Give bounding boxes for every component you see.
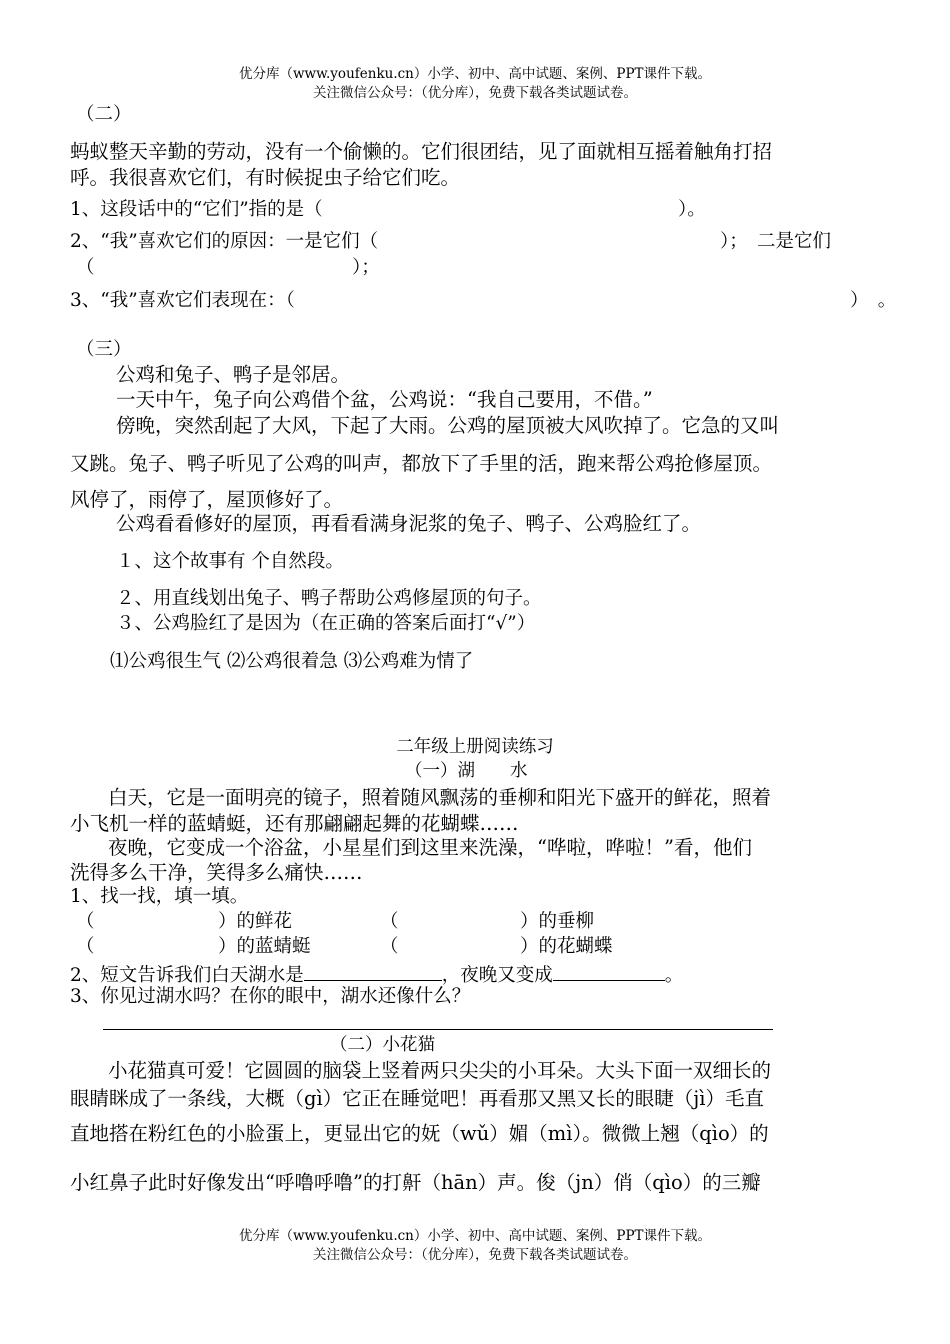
story-question-3: ３、公鸡脸红了是因为（在正确的答案后面打“√”） xyxy=(116,613,536,634)
story-line: 公鸡看看修好的屋顶，再看看满身泥浆的兔子、鸭子、公鸡脸红了。 xyxy=(116,512,702,535)
fill-willow: ）的垂柳 xyxy=(520,911,595,932)
header-line-1: 优分库（www.youfenku.cn）小学、初中、高中试题、案例、PPT课件下载。 xyxy=(238,66,712,82)
fill-open: （ xyxy=(76,936,95,957)
cat-line: 眼睛眯成了一条线，大概（gì）它正在睡觉吧！再看那又黑又长的眼睫（jì）毛直 xyxy=(70,1087,765,1110)
lake-question-3: 3、你见过湖水吗？在你的眼中，湖水还像什么？ xyxy=(70,986,471,1007)
footer-line-2: 关注微信公众号：（优分库），免费下载各类试题试卷。 xyxy=(313,1247,637,1263)
q2-end: 。 xyxy=(664,965,684,986)
story-question-2: ２、用直线划出兔子、鸭子帮助公鸡修屋顶的句子。 xyxy=(116,588,542,609)
lake-line: 夜晚，它变成一个浴盆，小星星们到这里来洗澡，“哗啦，哗啦！”看，他们 xyxy=(108,836,752,859)
fill-flowers: ）的鲜花 xyxy=(218,911,293,932)
story-options: ⑴公鸡很生气 ⑵公鸡很着急 ⑶公鸡难为情了 xyxy=(110,651,474,672)
story-question-1: １、这个故事有 个自然段。 xyxy=(116,551,344,572)
answer-blank-night[interactable] xyxy=(553,962,665,981)
fill-butterfly: ）的花蝴蝶 xyxy=(520,936,613,957)
story-line: 一天中午，兔子向公鸡借个盆，公鸡说：“我自己要用，不借。” xyxy=(116,388,653,411)
story-line: 风停了，雨停了，屋顶修好了。 xyxy=(70,488,344,511)
fill-open: （ xyxy=(380,911,399,932)
passage-title-lake: （一）湖 水 xyxy=(405,761,528,781)
answer-blank-day[interactable] xyxy=(304,962,442,981)
question-2-open: （ xyxy=(76,257,95,278)
fill-open: （ xyxy=(76,911,95,932)
answer-line[interactable] xyxy=(103,1029,773,1030)
passage-title-cat: （二）小花猫 xyxy=(330,1035,435,1055)
page-title: 二年级上册阅读练习 xyxy=(396,737,554,757)
lake-line: 白天，它是一面明亮的镜子，照着随风飘荡的垂柳和阳光下盛开的鲜花，照着 xyxy=(108,786,772,809)
story-line: 公鸡和兔子、鸭子是邻居。 xyxy=(116,363,351,386)
passage-line: 蚂蚁整天辛勤的劳动，没有一个偷懒的。它们很团结，见了面就相互摇着触角打招 xyxy=(70,140,773,163)
passage-line: 呼。我很喜欢它们，有时候捉虫子给它们吃。 xyxy=(70,166,461,189)
lake-line: 小飞机一样的蓝蜻蜓，还有那翩翩起舞的花蝴蝶…… xyxy=(70,812,519,835)
lake-line: 洗得多么干净，笑得多么痛快…… xyxy=(70,861,363,884)
fill-open: （ xyxy=(380,936,399,957)
section-heading: （三） xyxy=(76,339,132,360)
cat-line: 直地搭在粉红色的小脸蛋上，更显出它的妩（wǔ）媚（mì）。微微上翘（qìo）的 xyxy=(70,1122,769,1145)
fill-dragonfly: ）的蓝蜻蜓 xyxy=(218,936,311,957)
cat-line: 小红鼻子此时好像发出“呼噜呼噜”的打鼾（hān）声。俊（jn）俏（qìo）的三瓣 xyxy=(70,1171,761,1194)
story-line: 傍晚，突然刮起了大风，下起了大雨。公鸡的屋顶被大风吹掉了。它急的又叫 xyxy=(116,414,780,437)
question-3-close: ） 。 xyxy=(850,290,897,311)
cat-line: 小花猫真可爱！它圆圆的脑袋上竖着两只尖尖的小耳朵。大头下面一双细长的 xyxy=(108,1059,772,1082)
lake-question-1: 1、找一找，填一填。 xyxy=(70,886,249,907)
question-2-text: 2、“我”喜欢它们的原因：一是它们（ xyxy=(70,231,379,252)
question-2-mid: ）； 二是它们 xyxy=(720,231,832,252)
section-heading: （二） xyxy=(76,104,132,125)
q2-text: 2、短文告诉我们白天湖水是 xyxy=(70,965,304,986)
footer-line-1: 优分库（www.youfenku.cn）小学、初中、高中试题、案例、PPT课件下载。 xyxy=(238,1228,712,1244)
question-1-text: 1、这段话中的“它们”指的是（ xyxy=(70,199,323,220)
story-line: 又跳。兔子、鸭子听见了公鸡的叫声，都放下了手里的活，跑来帮公鸡抢修屋顶。 xyxy=(70,452,773,475)
question-1-close: ）。 xyxy=(678,199,706,220)
question-3-text: 3、“我”喜欢它们表现在：（ xyxy=(70,290,295,311)
question-2-close: ）； xyxy=(352,257,380,278)
header-line-2: 关注微信公众号：（优分库），免费下载各类试题试卷。 xyxy=(313,85,637,101)
q2-text-2: ，夜晚又变成 xyxy=(441,965,553,986)
lake-question-2 xyxy=(70,962,683,986)
